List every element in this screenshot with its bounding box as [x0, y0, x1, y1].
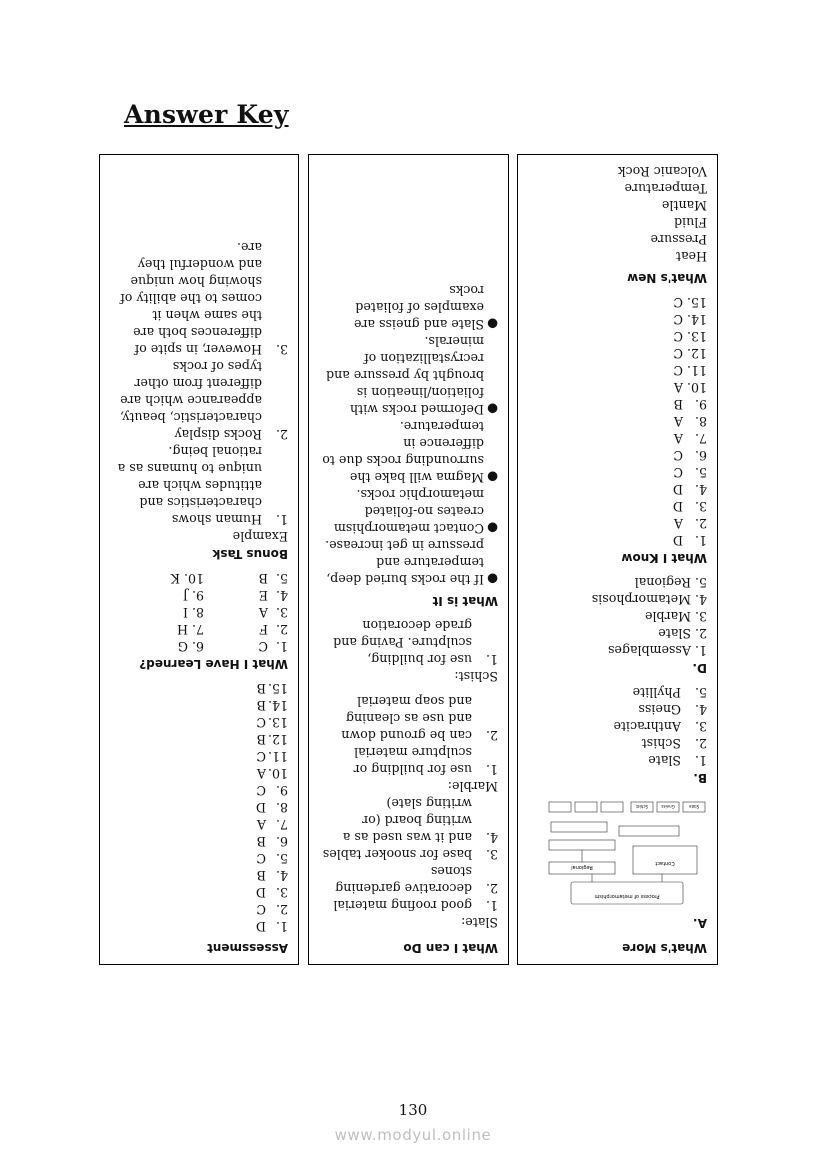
whats-new-item: Temperature [624, 181, 707, 196]
what-i-know-answer [528, 515, 707, 532]
diagram-root-label: Process of metamorphism [594, 893, 660, 899]
whats-new-heading: What's New [627, 271, 707, 285]
section-d-item: 1. Assemblages [607, 643, 707, 658]
item-number: 1. [694, 753, 707, 768]
bullet-icon: ● [487, 317, 498, 332]
section-b-item [528, 752, 707, 769]
item-number: 3. [694, 719, 707, 734]
slate-use-item [319, 897, 498, 914]
item-number: 4. [694, 702, 707, 717]
schist-use-item [319, 617, 498, 668]
item-number: 2. [485, 881, 498, 896]
section-d-label: D. [692, 661, 707, 675]
learned-answer-left: 2. F [259, 622, 288, 637]
marble-use-item [319, 693, 498, 744]
bullet-icon: ● [487, 521, 498, 536]
what-i-know-list [528, 294, 707, 549]
item-text: Rocks display characteristic, beauty, appearance which are different from other types of rocks [119, 359, 262, 442]
item-text: and it was used as a writing board (or writing slate) [342, 796, 472, 845]
slate-use-item [319, 863, 498, 897]
item-answer: B [256, 834, 266, 849]
section-b-item [528, 684, 707, 701]
assessment-answer [110, 799, 288, 816]
item-answer: C [256, 749, 266, 764]
watermark: www.modyul.online [334, 1126, 492, 1144]
bonus-example-label: Example [232, 529, 288, 544]
item-answer: C [256, 783, 266, 798]
whats-new-item: Volcanic Rock [617, 164, 707, 179]
item-answer: D [255, 800, 266, 815]
what-i-know-answer [528, 294, 707, 311]
learned-answer-right: 9. J [182, 588, 204, 603]
item-number: 6. [275, 834, 288, 849]
section-d-item: 2. Slate [658, 626, 707, 641]
item-answer: B [256, 681, 266, 696]
item-answer: A [256, 766, 266, 781]
assessment-answer [110, 884, 288, 901]
bonus-heading: Bonus Task [212, 547, 288, 561]
item-number: 10. [686, 380, 707, 395]
item-answer: D [672, 482, 683, 497]
learned-answer-left: 4. E [258, 588, 288, 603]
item-answer: C [673, 465, 683, 480]
item-number: 1. [485, 898, 498, 913]
item-number: 11. [686, 363, 707, 378]
item-answer: C [673, 448, 683, 463]
answer-column-more [517, 154, 718, 965]
item-number: 5. [694, 685, 707, 700]
page-title: Answer Key [124, 100, 289, 129]
item-number: 3. [485, 847, 498, 862]
what-i-know-heading: What I Know [621, 551, 707, 565]
item-number: 1. [275, 919, 288, 934]
section-b-list [528, 684, 707, 769]
item-answer: C [673, 329, 683, 344]
learned-heading: What I Have Learned? [139, 657, 288, 671]
learned-row [110, 604, 288, 621]
what-is-it-bullet [319, 418, 498, 486]
learned-answer-left: 3. A [258, 605, 288, 620]
item-text: Human shows characteristics and attitudes which are unique to humans as a rational being. [117, 444, 262, 527]
assessment-answer [110, 782, 288, 799]
item-number: 4. [275, 868, 288, 883]
item-number: 3. [275, 342, 288, 357]
bullet-icon: ● [487, 572, 498, 587]
what-i-know-answer [528, 311, 707, 328]
section-b-item [528, 735, 707, 752]
schist-label: Schist: [454, 669, 498, 684]
item-answer: A [673, 414, 683, 429]
item-number: 2. [694, 516, 707, 531]
item-answer: C [673, 295, 683, 310]
what-is-it-bullet [319, 282, 498, 333]
whats-more-heading: What's More [622, 941, 707, 955]
item-number: 5. [275, 851, 288, 866]
item-number: 14. [267, 698, 288, 713]
what-i-know-answer [528, 396, 707, 413]
bullet-icon: ● [487, 470, 498, 485]
whats-new-item: Mantle [661, 198, 707, 213]
learned-answer-right: 8. I [183, 605, 204, 620]
what-i-know-answer [528, 532, 707, 549]
metamorphism-diagram [537, 796, 707, 908]
can-do-heading: What I can Do [403, 941, 498, 955]
item-number: 5. [694, 465, 707, 480]
slate-use-item [319, 795, 498, 846]
answer-column-can-do [308, 154, 509, 965]
bullet-text: If the rocks buried deep, temperature and pressure in get increase. [325, 538, 484, 587]
section-b-label: B. [693, 771, 707, 785]
item-number: 9. [694, 397, 707, 412]
assessment-answer [110, 918, 288, 935]
item-number: 4. [485, 830, 498, 845]
item-number: 13. [267, 715, 288, 730]
item-number: 2. [275, 902, 288, 917]
slate-use-item [319, 846, 498, 863]
what-is-it-bullet [319, 333, 498, 418]
assessment-heading: Assessment [207, 941, 288, 955]
marble-list [319, 693, 498, 778]
item-answer: A [673, 431, 683, 446]
item-number: 10. [267, 766, 288, 781]
item-text: However, in spite of differences both are the same when it comes to the ability of showing how unique and wonderful they are. [120, 240, 262, 357]
schist-list [319, 617, 498, 668]
section-d-item: 4. Metamorphosis [591, 592, 707, 607]
item-number: 3. [694, 499, 707, 514]
diagram-gneiss-label: Gneiss [661, 804, 675, 809]
item-text: Phyllite [632, 685, 681, 700]
what-is-it-heading: What is It [432, 594, 498, 608]
assessment-answer [110, 816, 288, 833]
bonus-list [110, 239, 288, 528]
what-i-know-answer [528, 328, 707, 345]
item-text: use for building or sculpture material [353, 745, 472, 777]
learned-row [110, 570, 288, 587]
bullet-text: Magma will bake the surrounding rocks due to difference in temperature. [322, 419, 484, 485]
what-is-it-list [319, 282, 498, 588]
whats-new-item: Fluid [674, 215, 707, 230]
what-i-know-answer [528, 362, 707, 379]
bonus-item [110, 239, 288, 358]
what-i-know-answer [528, 481, 707, 498]
learned-row [110, 621, 288, 638]
diagram-regional-label: Regional [571, 864, 593, 870]
item-number: 8. [694, 414, 707, 429]
learned-list [110, 570, 288, 655]
slate-label: Slate: [461, 915, 498, 930]
assessment-answer [110, 748, 288, 765]
item-answer: C [256, 851, 266, 866]
item-text: Slate [648, 753, 681, 768]
what-i-know-answer [528, 464, 707, 481]
whats-new-list [528, 163, 707, 265]
item-number: 1. [275, 512, 288, 527]
page-number: 130 [398, 1101, 428, 1119]
what-i-know-answer [528, 379, 707, 396]
what-is-it-bullet [319, 486, 498, 537]
bonus-item [110, 443, 288, 528]
item-answer: B [673, 397, 683, 412]
section-d-item: 5. Regional [634, 575, 707, 590]
what-i-know-answer [528, 447, 707, 464]
item-text: Gneiss [638, 702, 681, 717]
item-number: 4. [694, 482, 707, 497]
item-number: 2. [694, 736, 707, 751]
item-answer: D [672, 499, 683, 514]
item-answer: B [256, 732, 266, 747]
assessment-answer [110, 850, 288, 867]
learned-row [110, 587, 288, 604]
assessment-list [110, 680, 288, 935]
item-number: 6. [694, 448, 707, 463]
item-number: 1. [485, 652, 498, 667]
item-answer: D [672, 533, 683, 548]
item-answer: B [256, 868, 266, 883]
diagram-schist-label: Schist [635, 804, 649, 809]
learned-answer-left: 1. C [258, 639, 288, 654]
assessment-answer [110, 765, 288, 782]
section-b-item [528, 701, 707, 718]
item-number: 2. [275, 427, 288, 442]
item-text: decorative gardening stones [335, 864, 472, 896]
section-a-label: A. [692, 916, 707, 930]
section-d-list [528, 574, 707, 659]
what-i-know-answer [528, 345, 707, 362]
item-number: 14. [686, 312, 707, 327]
item-text: base for snooker tables [322, 847, 472, 862]
assessment-answer [110, 833, 288, 850]
whats-new-item: Pressure [650, 232, 707, 247]
bonus-item [110, 358, 288, 443]
item-number: 8. [275, 800, 288, 815]
bullet-text: Contact metamorphism creates no-foliated metamorphic rocks. [333, 487, 484, 536]
item-number: 2. [485, 728, 498, 743]
assessment-answer [110, 867, 288, 884]
item-text: Anthracite [613, 719, 681, 734]
item-number: 15. [267, 681, 288, 696]
assessment-answer [110, 714, 288, 731]
bullet-text: Deformed rocks with foliation/lineation is brought by pressure and recrystallization of minerals. [326, 334, 484, 417]
item-number: 11. [267, 749, 288, 764]
item-answer: C [673, 312, 683, 327]
learned-row [110, 638, 288, 655]
item-answer: C [256, 715, 266, 730]
item-number: 9. [275, 783, 288, 798]
bullet-text: Slate and gneiss are examples of foliated rocks [354, 283, 484, 332]
item-text: good roofing material [333, 898, 472, 913]
learned-answer-right: 6. G [177, 639, 204, 654]
what-i-know-answer [528, 413, 707, 430]
item-number: 1. [694, 533, 707, 548]
answer-column-assessment [99, 154, 299, 965]
item-text: Schist [641, 736, 681, 751]
diagram-slate-label: Slate [688, 804, 700, 809]
learned-answer-right: 7. H [176, 622, 204, 637]
learned-answer-left: 5. B [258, 571, 288, 586]
what-i-know-answer [528, 498, 707, 515]
item-number: 15. [686, 295, 707, 310]
assessment-answer [110, 697, 288, 714]
section-b-item [528, 718, 707, 735]
assessment-answer [110, 680, 288, 697]
item-number: 13. [686, 329, 707, 344]
what-i-know-answer [528, 430, 707, 447]
item-answer: C [256, 902, 266, 917]
item-answer: A [256, 817, 266, 832]
item-answer: D [255, 885, 266, 900]
item-number: 12. [686, 346, 707, 361]
marble-label: Marble: [447, 779, 498, 794]
item-answer: C [673, 346, 683, 361]
item-answer: C [673, 363, 683, 378]
assessment-answer [110, 901, 288, 918]
whats-new-item: Heat [675, 249, 707, 264]
learned-answer-right: 10. K [170, 571, 204, 586]
diagram-contact-label: Contact [655, 860, 675, 866]
item-number: 12. [267, 732, 288, 747]
item-answer: D [255, 919, 266, 934]
item-answer: A [673, 380, 683, 395]
item-text: can be ground down and use as cleaning and soap material [341, 694, 472, 743]
section-d-item: 3. Marble [645, 609, 707, 624]
what-is-it-bullet [319, 537, 498, 588]
item-answer: A [673, 516, 683, 531]
item-text: use for building, sculpture. Paving and grade decoration [333, 618, 472, 667]
bullet-icon: ● [487, 402, 498, 417]
item-number: 7. [694, 431, 707, 446]
item-number: 3. [275, 885, 288, 900]
assessment-answer [110, 731, 288, 748]
slate-list [319, 795, 498, 914]
item-answer: B [256, 698, 266, 713]
item-number: 7. [275, 817, 288, 832]
marble-use-item [319, 744, 498, 778]
item-number: 1. [485, 762, 498, 777]
